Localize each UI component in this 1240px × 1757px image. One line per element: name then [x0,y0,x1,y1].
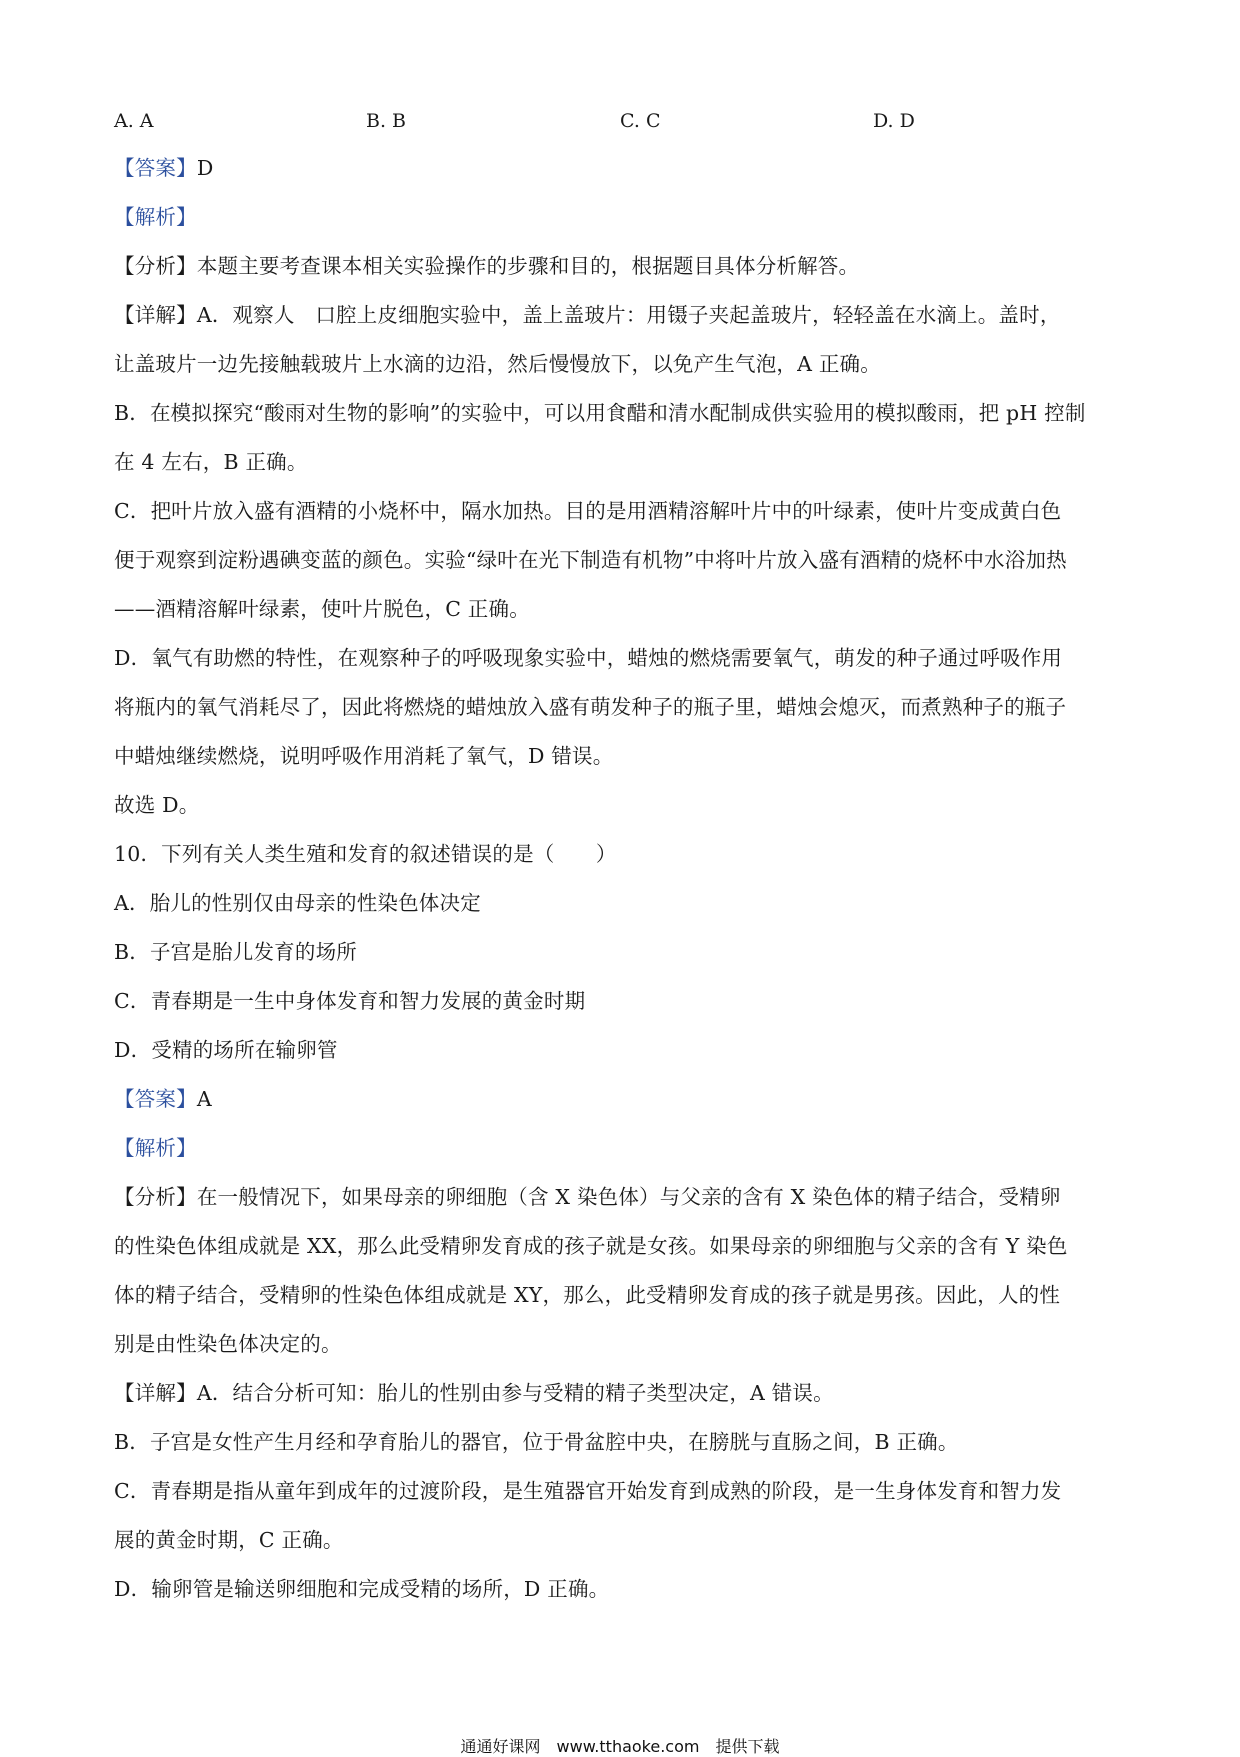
q9-option-c: C. C [620,110,661,132]
q10-analysis-heading [114,1131,1136,1165]
q9-text-line: B．在模拟探究“酸雨对生物的影响”的实验中，可以用食醋和清水配制成供实验用的模拟酸雨，把 pH 控制 [114,401,1086,425]
q9-option-a: A. A [114,110,154,132]
q9-answer [114,151,1136,185]
q9-text-line: 将瓶内的氧气消耗尽了，因此将燃烧的蜡烛放入盛有萌发种子的瓶子里，蜡烛会熄灭，而煮熟种子的瓶子 [114,695,1067,719]
fenxi-tag: 【分析】 [114,254,197,278]
q9-text-line: 让盖玻片一边先接触载玻片上水滴的边沿，然后慢慢放下，以免产生气泡，A 正确。 [114,352,881,376]
q10-fenxi-line: 体的精子结合，受精卵的性染色体组成就是 XY，那么，此受精卵发育成的孩子就是男孩。因此，人的性 [114,1283,1061,1307]
xiangjie-text: A．观察人 口腔上皮细胞实验中，盖上盖玻片：用镊子夹起盖玻片，轻轻盖在水滴上。盖时， [196,303,1061,327]
q9-conclusion: 故选 D。 [114,793,200,817]
q10-fenxi [114,1180,1136,1214]
q10-text-line: 展的黄金时期，C 正确。 [114,1528,344,1552]
xiangjie-tag: 【详解】 [114,1381,197,1405]
q10-fenxi-line: 别是由性染色体决定的。 [114,1332,342,1356]
q9-text-line: 中蜡烛继续燃烧，说明呼吸作用消耗了氧气，D 错误。 [114,744,614,768]
q10-option-c: C．青春期是一生中身体发育和智力发展的黄金时期 [114,989,586,1013]
q9-xiangjie-line [114,298,1136,332]
q10-fenxi-line: 的性染色体组成就是 XX，那么此受精卵发育成的孩子就是女孩。如果母亲的卵细胞与父亲的含有 Y 染色 [114,1234,1068,1258]
xiangjie-text: A．结合分析可知：胎儿的性别由参与受精的精子类型决定，A 错误。 [196,1381,834,1405]
q10-xiangjie-line [114,1376,1136,1410]
q10-text-line: C．青春期是指从童年到成年的过渡阶段，是生殖器官开始发育到成熟的阶段，是一生身体发育和智力发 [114,1479,1062,1503]
xiangjie-tag: 【详解】 [114,303,197,327]
q9-fenxi [114,249,1136,283]
q9-options-row [114,104,1134,138]
fenxi-text: 在一般情况下，如果母亲的卵细胞（含 X 染色体）与父亲的含有 X 染色体的精子结合，受精卵 [196,1185,1061,1209]
fenxi-text: 本题主要考查课本相关实验操作的步骤和目的，根据题目具体分析解答。 [196,254,860,278]
answer-tag: 【答案】 [114,156,197,180]
q9-option-d: D. D [873,110,915,132]
analysis-tag: 【解析】 [114,205,197,229]
q9-text-line: 便于观察到淀粉遇碘变蓝的颜色。实验“绿叶在光下制造有机物”中将叶片放入盛有酒精的烧杯中水浴加热 [114,548,1067,572]
q9-text-line: C．把叶片放入盛有酒精的小烧杯中，隔水加热。目的是用酒精溶解叶片中的叶绿素，使叶片变成黄白色 [114,499,1062,523]
q10-answer [114,1082,1136,1116]
q10-stem: 10．下列有关人类生殖和发育的叙述错误的是（ ） [114,842,617,866]
q10-text-line: D．输卵管是输送卵细胞和完成受精的场所，D 正确。 [114,1577,610,1601]
q10-option-a: A．胎儿的性别仅由母亲的性染色体决定 [114,891,481,915]
q9-analysis-heading [114,200,1136,234]
q10-text-line: B．子宫是女性产生月经和孕育胎儿的器官，位于骨盆腔中央，在膀胱与直肠之间，B 正确。 [114,1430,959,1454]
analysis-tag: 【解析】 [114,1136,197,1160]
answer-value: A [196,1087,212,1111]
answer-tag: 【答案】 [114,1087,197,1111]
q10-option-b: B．子宫是胎儿发育的场所 [114,940,357,964]
fenxi-tag: 【分析】 [114,1185,197,1209]
page-footer: 通通好课网 www.tthaoke.com 提供下载 [460,1737,780,1756]
answer-value: D [196,156,214,180]
q9-text-line: D．氧气有助燃的特性，在观察种子的呼吸现象实验中，蜡烛的燃烧需要氧气，萌发的种子通过呼吸作用 [114,646,1063,670]
q9-text-line: ——酒精溶解叶绿素，使叶片脱色，C 正确。 [114,597,530,621]
q9-option-b: B. B [366,110,407,132]
q10-option-d: D．受精的场所在输卵管 [114,1038,338,1062]
q9-text-line: 在 4 左右，B 正确。 [114,450,308,474]
